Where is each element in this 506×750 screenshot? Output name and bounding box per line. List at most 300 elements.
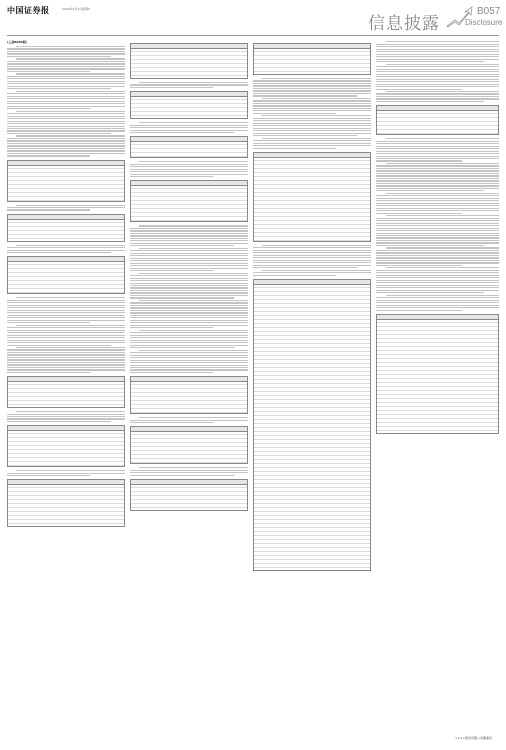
table-header-row xyxy=(8,257,124,262)
section-title: 信息披露 xyxy=(368,14,440,34)
text-line xyxy=(376,208,499,209)
text-line xyxy=(139,417,248,418)
text-line xyxy=(130,176,213,177)
text-line xyxy=(376,143,499,144)
text-line xyxy=(386,193,499,194)
text-line xyxy=(253,140,371,141)
text-line xyxy=(130,240,248,241)
data-table xyxy=(7,256,125,294)
data-table xyxy=(253,43,371,75)
text-line xyxy=(7,148,125,149)
table-header-row xyxy=(131,480,247,485)
table-header-row xyxy=(254,44,370,49)
text-line xyxy=(253,145,371,146)
text-line xyxy=(130,166,248,167)
text-line xyxy=(376,86,499,87)
text-line xyxy=(130,228,248,229)
text-line xyxy=(253,100,371,101)
text-line xyxy=(253,143,371,144)
text-line xyxy=(376,69,499,70)
text-line xyxy=(130,345,248,346)
text-line xyxy=(139,300,248,301)
text-line xyxy=(7,335,125,336)
text-line xyxy=(376,89,462,90)
text-line xyxy=(376,233,499,234)
text-line xyxy=(376,272,499,273)
table-header-row xyxy=(8,426,124,431)
text-line xyxy=(7,305,125,306)
text-line xyxy=(7,207,125,208)
text-line xyxy=(139,273,248,274)
text-line xyxy=(130,285,248,286)
text-line xyxy=(376,158,499,159)
text-line xyxy=(7,128,125,129)
data-table xyxy=(130,136,248,158)
text-line xyxy=(130,125,248,126)
text-line xyxy=(7,345,111,346)
text-line xyxy=(7,118,125,119)
text-line xyxy=(376,297,499,298)
table-header-row xyxy=(131,377,247,382)
text-line xyxy=(376,292,484,293)
text-line xyxy=(376,282,499,283)
text-line xyxy=(130,230,248,231)
text-line xyxy=(376,290,499,291)
text-line xyxy=(376,81,499,82)
text-line xyxy=(253,148,336,149)
text-line xyxy=(7,332,125,333)
text-line xyxy=(376,153,499,154)
text-line xyxy=(253,123,371,124)
text-line xyxy=(130,278,248,279)
text-line xyxy=(376,287,499,288)
data-table xyxy=(7,160,125,202)
text-line xyxy=(16,73,125,74)
text-line xyxy=(253,275,336,276)
text-line xyxy=(253,128,371,129)
text-line xyxy=(130,340,248,341)
text-line xyxy=(130,87,213,88)
text-line xyxy=(253,257,371,258)
text-line xyxy=(130,372,213,373)
text-line xyxy=(7,98,125,99)
text-line xyxy=(130,171,248,172)
text-line xyxy=(7,475,90,476)
text-line xyxy=(130,475,234,476)
text-line xyxy=(130,297,234,298)
text-line xyxy=(253,88,371,89)
text-line xyxy=(7,123,125,124)
text-line xyxy=(386,163,499,164)
text-line xyxy=(386,91,499,92)
masthead xyxy=(0,0,506,36)
text-line xyxy=(376,225,499,226)
text-line xyxy=(7,83,125,84)
text-line xyxy=(376,156,499,157)
text-line xyxy=(7,113,125,114)
text-line xyxy=(376,203,499,204)
text-column-3 xyxy=(253,40,371,740)
issue-date: 2020年X月X日 xyxy=(62,7,83,11)
text-line xyxy=(130,255,248,256)
text-line xyxy=(16,58,125,59)
text-column-1 xyxy=(7,40,125,740)
data-table xyxy=(130,426,248,464)
data-table xyxy=(130,376,248,414)
data-table xyxy=(130,43,248,79)
text-line xyxy=(376,160,462,161)
text-line xyxy=(253,85,371,86)
text-line xyxy=(16,135,125,136)
text-line xyxy=(7,367,125,368)
text-line xyxy=(130,369,248,370)
text-line xyxy=(130,250,248,251)
text-line xyxy=(130,342,248,343)
text-line xyxy=(7,354,125,355)
text-line xyxy=(376,101,484,102)
text-line xyxy=(376,250,499,251)
text-line xyxy=(386,215,499,216)
text-line xyxy=(376,218,499,219)
text-line xyxy=(130,335,248,336)
text-line xyxy=(376,280,499,281)
text-line xyxy=(130,169,248,170)
text-line xyxy=(376,79,499,80)
text-line xyxy=(130,420,248,421)
text-line xyxy=(376,200,499,201)
text-line xyxy=(376,275,499,276)
text-line xyxy=(130,332,248,333)
masthead-divider xyxy=(7,35,499,36)
text-line xyxy=(253,95,357,96)
text-line xyxy=(376,305,499,306)
text-line xyxy=(7,352,125,353)
text-line xyxy=(7,88,111,89)
table-header-row xyxy=(254,153,370,158)
text-line xyxy=(253,262,371,263)
text-line xyxy=(130,367,248,368)
text-line xyxy=(130,127,248,128)
text-line xyxy=(16,46,125,47)
text-line xyxy=(130,253,248,254)
text-line xyxy=(7,96,125,97)
text-line xyxy=(130,263,248,264)
text-line xyxy=(262,270,371,271)
data-table xyxy=(376,314,499,434)
text-line xyxy=(376,56,499,57)
text-line xyxy=(130,355,248,356)
text-line xyxy=(130,290,248,291)
text-line xyxy=(130,295,248,296)
data-table xyxy=(130,180,248,222)
data-table xyxy=(7,479,125,527)
text-line xyxy=(7,130,125,131)
text-line xyxy=(139,330,248,331)
text-line xyxy=(386,247,499,248)
text-line xyxy=(376,76,499,77)
table-header-row xyxy=(131,137,247,142)
text-line xyxy=(130,292,248,293)
text-line xyxy=(7,250,125,251)
text-line xyxy=(253,105,371,106)
text-line xyxy=(253,247,371,248)
text-line xyxy=(130,270,213,271)
text-line xyxy=(7,61,125,62)
text-line xyxy=(16,91,125,92)
text-line xyxy=(253,255,371,256)
text-line xyxy=(130,235,248,236)
text-line xyxy=(262,245,371,246)
text-line xyxy=(130,325,248,326)
data-table xyxy=(7,376,125,408)
text-line xyxy=(376,252,499,253)
text-line xyxy=(7,473,125,474)
text-line xyxy=(7,322,90,323)
text-line xyxy=(253,265,371,266)
text-line xyxy=(262,98,371,99)
text-line xyxy=(7,53,125,54)
text-line xyxy=(7,372,90,373)
text-line xyxy=(7,76,125,77)
text-line xyxy=(16,297,125,298)
text-line xyxy=(376,235,499,236)
text-line xyxy=(130,327,213,328)
text-line xyxy=(7,121,125,122)
text-line xyxy=(376,180,499,181)
text-line xyxy=(376,213,462,214)
text-line xyxy=(376,98,499,99)
table-header-row xyxy=(8,215,124,220)
text-line xyxy=(376,237,499,238)
text-line xyxy=(139,161,248,162)
text-line xyxy=(130,283,248,284)
text-line xyxy=(376,175,499,176)
table-header-row xyxy=(8,480,124,485)
text-line xyxy=(139,122,248,123)
text-line xyxy=(130,422,213,423)
text-line xyxy=(376,270,499,271)
text-line xyxy=(130,238,248,239)
text-line xyxy=(130,280,248,281)
text-line xyxy=(16,245,125,246)
text-line xyxy=(376,220,499,221)
text-line xyxy=(16,205,125,206)
text-line xyxy=(7,143,125,144)
text-line xyxy=(386,138,499,139)
text-line xyxy=(376,223,499,224)
text-line xyxy=(376,190,484,191)
text-line xyxy=(262,138,371,139)
text-line xyxy=(7,362,125,363)
text-line xyxy=(376,285,499,286)
text-line xyxy=(130,352,248,353)
text-line xyxy=(376,255,499,256)
text-line xyxy=(253,135,357,136)
text-line xyxy=(130,365,248,366)
text-line xyxy=(376,260,499,261)
text-line xyxy=(7,302,125,303)
text-line xyxy=(7,307,125,308)
text-line xyxy=(130,260,248,261)
text-line xyxy=(16,470,125,471)
text-line xyxy=(253,108,371,109)
text-column-2 xyxy=(130,40,248,740)
text-line xyxy=(386,41,499,42)
text-line xyxy=(253,80,371,81)
text-line xyxy=(376,228,499,229)
text-line xyxy=(253,93,371,94)
text-line xyxy=(7,63,125,64)
text-column-4 xyxy=(376,40,499,740)
text-line xyxy=(376,262,499,263)
text-line xyxy=(130,302,248,303)
text-line xyxy=(130,84,248,85)
text-line xyxy=(376,46,499,47)
text-line xyxy=(253,267,357,268)
text-line xyxy=(376,277,499,278)
text-line xyxy=(130,233,248,234)
text-line xyxy=(7,418,125,419)
text-line xyxy=(139,82,248,83)
section-title-en: Disclosure xyxy=(465,18,503,27)
text-line xyxy=(386,295,499,296)
text-line xyxy=(7,337,125,338)
text-line xyxy=(376,151,499,152)
text-line xyxy=(7,103,125,104)
text-line xyxy=(130,310,248,311)
text-line xyxy=(16,411,125,412)
text-line xyxy=(7,108,90,109)
text-line xyxy=(253,90,371,91)
text-line xyxy=(376,59,499,60)
text-line xyxy=(376,93,499,94)
text-line xyxy=(7,66,125,67)
text-line xyxy=(7,78,125,79)
text-line xyxy=(253,130,371,131)
text-line xyxy=(130,265,248,266)
text-line xyxy=(376,185,499,186)
text-line xyxy=(7,51,125,52)
text-line xyxy=(7,320,125,321)
text-line xyxy=(130,317,248,318)
text-line xyxy=(376,302,499,303)
text-line xyxy=(130,320,248,321)
data-table xyxy=(7,425,125,467)
text-line xyxy=(376,198,499,199)
text-line xyxy=(7,106,125,107)
text-line xyxy=(7,310,125,311)
text-line xyxy=(130,287,248,288)
text-line xyxy=(376,310,462,311)
text-line xyxy=(130,322,248,323)
text-line xyxy=(7,357,125,358)
text-line xyxy=(7,93,125,94)
text-line xyxy=(7,364,125,365)
text-line xyxy=(139,225,248,226)
table-header-row xyxy=(131,92,247,97)
continued-from-label: (上接B056版) xyxy=(7,40,28,44)
table-header-row xyxy=(377,106,498,111)
text-line xyxy=(7,153,125,154)
text-line xyxy=(262,78,371,79)
text-line xyxy=(7,116,125,117)
text-line xyxy=(376,210,499,211)
text-line xyxy=(7,71,90,72)
text-line xyxy=(16,347,125,348)
text-line xyxy=(376,307,499,308)
text-line xyxy=(130,347,234,348)
text-line xyxy=(253,133,371,134)
text-line xyxy=(130,268,248,269)
table-header-row xyxy=(131,427,247,432)
text-line xyxy=(130,130,248,131)
text-line xyxy=(130,337,248,338)
text-line xyxy=(16,111,125,112)
text-line xyxy=(376,146,499,147)
text-line xyxy=(376,183,499,184)
text-line xyxy=(386,64,499,65)
text-line xyxy=(7,145,125,146)
text-line xyxy=(7,327,125,328)
text-line xyxy=(376,178,499,179)
text-line xyxy=(130,258,248,259)
page-code: B057 xyxy=(477,6,501,17)
text-line xyxy=(376,195,499,196)
text-line xyxy=(7,359,125,360)
text-line xyxy=(7,414,125,415)
text-line xyxy=(262,115,371,116)
text-line xyxy=(130,164,248,165)
text-line xyxy=(7,48,125,49)
text-line xyxy=(376,148,499,149)
issue-day: 星期X xyxy=(82,7,91,11)
text-line xyxy=(139,248,248,249)
text-line xyxy=(7,315,125,316)
text-line xyxy=(130,307,248,308)
data-table xyxy=(253,152,371,242)
text-line xyxy=(7,140,125,141)
text-line xyxy=(253,260,371,261)
text-line xyxy=(7,369,125,370)
text-line xyxy=(7,416,125,417)
text-line xyxy=(130,470,248,471)
text-line xyxy=(7,133,111,134)
text-line xyxy=(7,317,125,318)
table-header-row xyxy=(8,161,124,166)
text-line xyxy=(253,272,371,273)
text-line xyxy=(376,74,499,75)
text-line xyxy=(7,56,111,57)
table-header-row xyxy=(131,44,247,49)
text-line xyxy=(376,168,499,169)
text-line xyxy=(376,188,499,189)
text-line xyxy=(376,265,462,266)
text-line xyxy=(376,242,499,243)
text-line xyxy=(376,61,484,62)
text-line xyxy=(16,325,125,326)
text-line xyxy=(7,421,111,422)
text-line xyxy=(7,81,125,82)
table-header-row xyxy=(254,280,370,285)
text-line xyxy=(376,205,499,206)
text-line xyxy=(7,312,125,313)
text-line xyxy=(376,54,499,55)
text-line xyxy=(253,120,371,121)
text-line xyxy=(253,250,371,251)
text-line xyxy=(139,467,248,468)
text-line xyxy=(376,71,499,72)
text-line xyxy=(376,141,499,142)
